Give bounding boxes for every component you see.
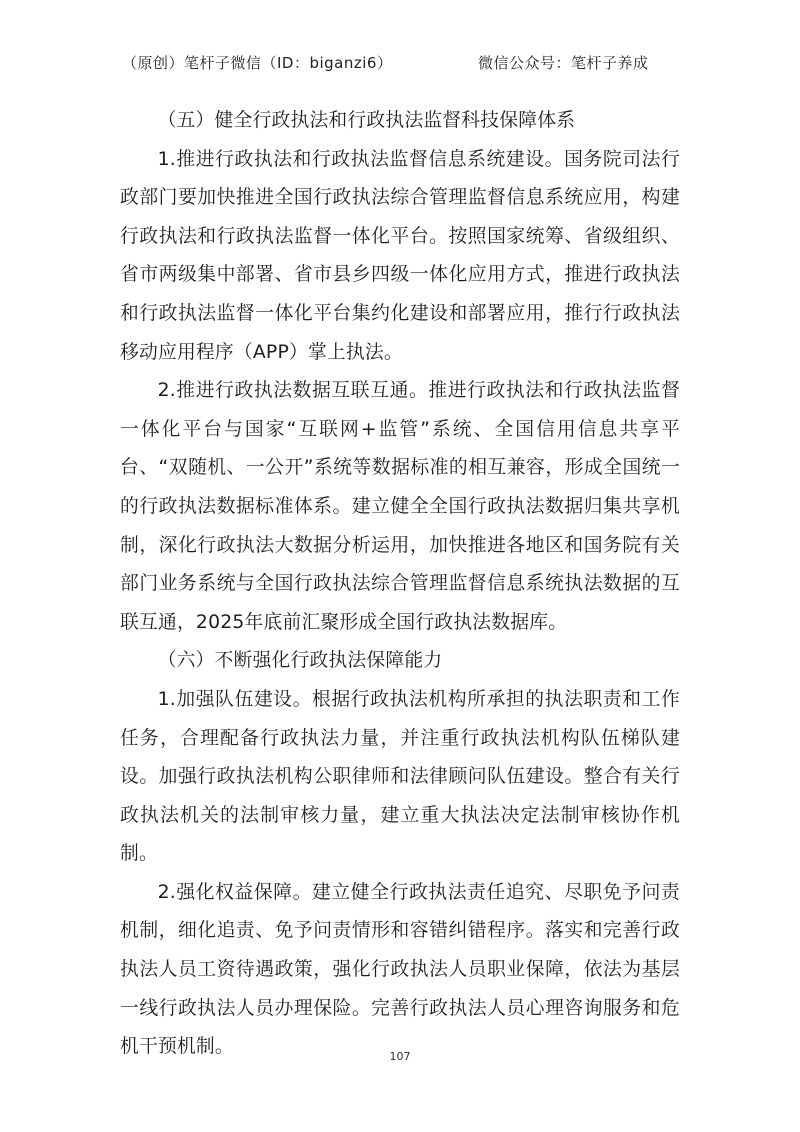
section-heading-5: （五）健全行政执法和行政执法监督科技保障体系 [157,110,576,131]
document-body [120,102,680,1067]
page-number: 107 [389,1050,411,1063]
section-heading-6: （六）不断强化行政执法保障能力 [157,650,443,672]
header-left-text: （原创）笔杆子微信（ID：biganzi6） [122,54,393,72]
paragraph-6-1: 1.加强队伍建设。根据行政执法机构所承担的执法职责和工作任务，合理配备行政执法力量，并注重行政执法机构队伍梯队建设。加强行政执法机构公职律师和法律顾问队伍建设。整合有关行政执法机关的法制审核力量，建立重大执法决定法制审核协作机制。 [120,688,680,865]
paragraph-5-1: 1.推进行政执法和行政执法监督信息系统建设。国务院司法行政部门要加快推进全国行政执法综合管理监督信息系统应用，构建行政执法和行政执法监督一体化平台。按照国家统筹、省级组织、省市两级集中部署、省市县乡四级一体化应用方式，推进行政执法和行政执法监督一体化平台集约化建设和部署应用，推行行政执法移动应用程序（APP）掌上执法。 [120,148,680,363]
paragraph-5-2: 2.推进行政执法数据互联互通。推进行政执法和行政执法监督一体化平台与国家“互联网+监管”系统、全国信用信息共享平台、“双随机、一公开”系统等数据标准的相互兼容，形成全国统一的行政执法数据标准体系。建立健全全国行政执法数据归集共享机制，深化行政执法大数据分析运用，加快推进各地区和国务院有关部门业务系统与全国行政执法综合管理监督信息系统执法数据的互联互通，2025年底前汇聚形成全国行政执法数据库。 [120,380,680,633]
header-right-text: 微信公众号：笔杆子养成 [478,54,649,72]
paragraph-6-2: 2.强化权益保障。建立健全行政执法责任追究、尽职免予问责机制，细化追责、免予问责情形和容错纠错程序。落实和完善行政执法人员工资待遇政策，强化行政执法人员职业保障，依法为基层一线行政执法人员办理保险。完善行政执法人员心理咨询服务和危机干预机制。 [120,881,680,1058]
